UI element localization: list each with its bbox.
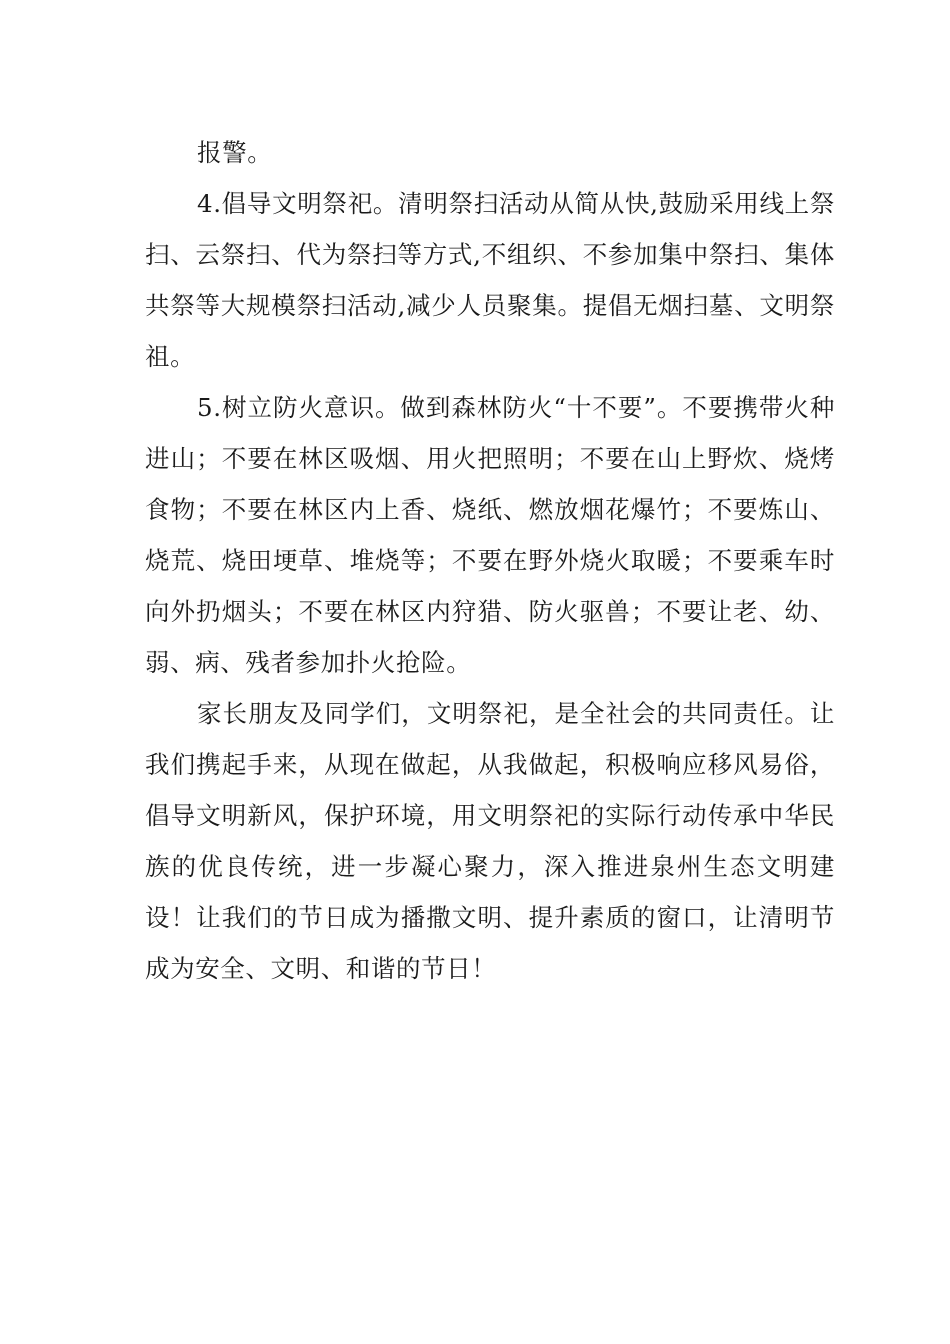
paragraph-fire-prevention: 5.树立防火意识。做到森林防火“十不要”。不要携带火种进山；不要在林区吸烟、用火把照明；不要在山上野炊、烧烤食物；不要在林区内上香、烧纸、燃放烟花爆竹；不要炼山、烧荒、烧田埂草、堆烧等；不要在野外烧火取暖；不要乘车时向外扔烟头；不要在林区内狩猎、防火驱兽；不要让老、幼、弱、病、残者参加扑火抢险。 [145,393,835,677]
paragraph-continuation: 报警。 [197,138,273,167]
document-body [145,127,835,994]
paragraph-closing-appeal: 家长朋友及同学们，文明祭祀，是全社会的共同责任。让我们携起手来，从现在做起，从我做起，积极响应移风易俗，倡导文明新风，保护环境，用文明祭祀的实际行动传承中华民族的优良传统，进一步凝心聚力，深入推进泉州生态文明建设！让我们的节日成为播撒文明、提升素质的窗口，让清明节成为安全、文明、和谐的节日！ [145,699,835,983]
paragraph-civilized-sacrifice: 4.倡导文明祭祀。清明祭扫活动从简从快,鼓励采用线上祭扫、云祭扫、代为祭扫等方式,不组织、不参加集中祭扫、集体共祭等大规模祭扫活动,减少人员聚集。提倡无烟扫墓、文明祭祖。 [145,189,835,371]
